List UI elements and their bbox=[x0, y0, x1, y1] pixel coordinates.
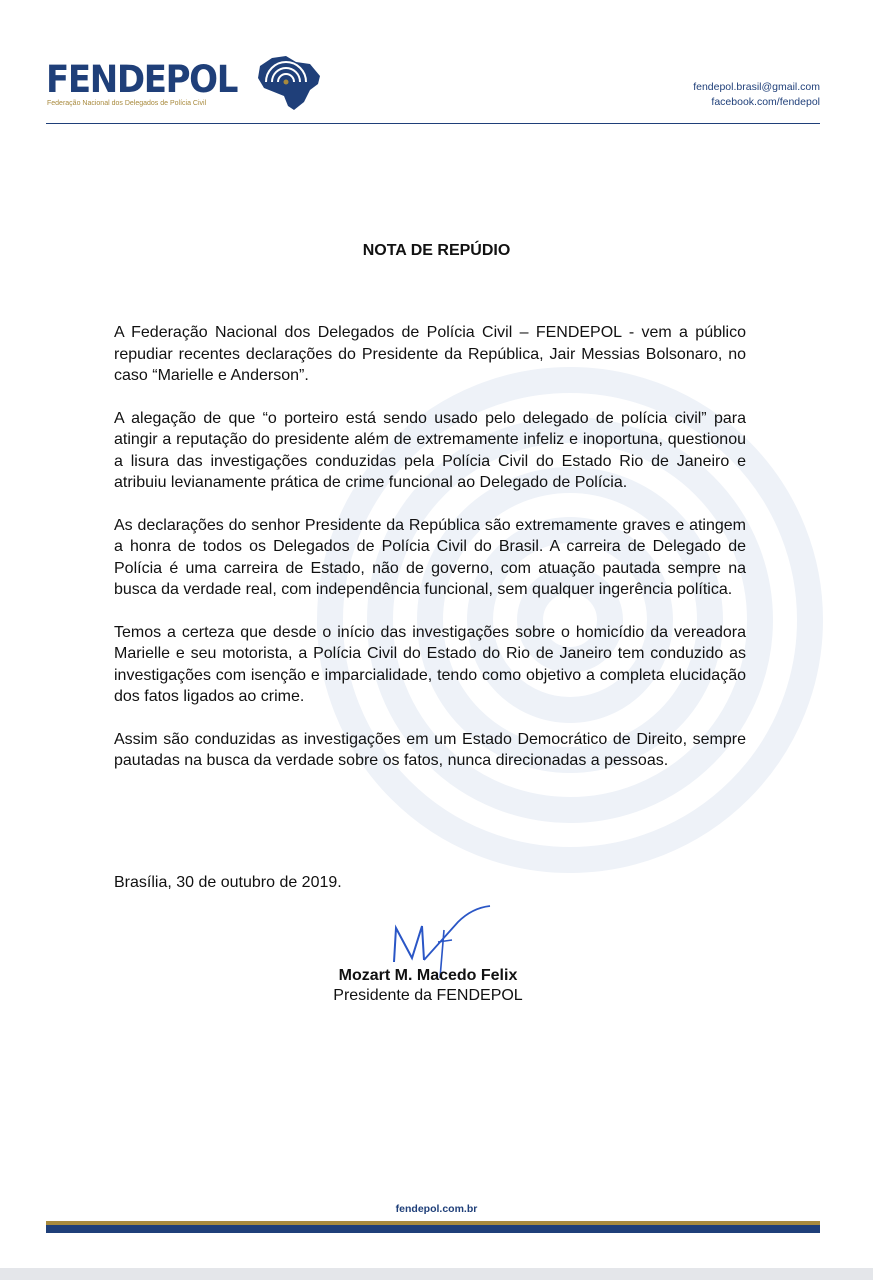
paragraph-2: A alegação de que “o porteiro está sendo usado pelo delegado de polícia civil” para atingir a reputação do presidente além de extremamente infeliz e inoportuna, questionou a lisura das investigações conduzidas pela Polícia Civil do Estado Rio de Janeiro e atribuiu levianamente prática de crime funcional ao Delegado de Polícia. bbox=[114, 409, 746, 491]
brazil-map-icon bbox=[252, 52, 324, 114]
footer-website[interactable]: fendepol.com.br bbox=[395, 1203, 478, 1215]
signer-title: Presidente da FENDEPOL bbox=[333, 987, 523, 1004]
email-link[interactable]: fendepol.brasil@gmail.com bbox=[693, 81, 820, 93]
paragraph-3: As declarações do senhor Presidente da República são extremamente graves e atingem a honra de todos os Delegados de Polícia Civil do Brasil. A carreira de Delegado de Polícia é uma carreira de Estado, não de governo, com atuação pautada sempre na busca da verdade real, com independência funcional, sem qualquer ingerência política. bbox=[114, 516, 746, 598]
document-body bbox=[114, 322, 746, 793]
header-divider bbox=[46, 123, 820, 124]
paragraph-1: A Federação Nacional dos Delegados de Polícia Civil – FENDEPOL - vem a público repudiar recentes declarações do Presidente da República, Jair Messias Bolsonaro, no caso “Marielle e Anderson”. bbox=[114, 324, 746, 384]
document-title: NOTA DE REPÚDIO bbox=[362, 242, 511, 259]
page-bottom-edge bbox=[0, 1268, 873, 1280]
logo-wordmark: FENDEPOL bbox=[46, 58, 238, 101]
facebook-link[interactable]: facebook.com/fendepol bbox=[711, 96, 820, 108]
logo-subtitle: Federação Nacional dos Delegados de Polícia Civil bbox=[47, 100, 207, 107]
paragraph-4: Temos a certeza que desde o início das investigações sobre o homicídio da vereadora Marielle e seu motorista, a Polícia Civil do Estado do Rio de Janeiro tem conduzido as investigações com isenção e imparcialidade, tendo como objetivo a completa elucidação dos fatos ligados ao crime. bbox=[114, 623, 746, 705]
paragraph-5: Assim são conduzidas as investigações em um Estado Democrático de Direito, sempre pautadas na busca da verdade sobre os fatos, nunca direcionadas a pessoas. bbox=[114, 730, 746, 769]
fendepol-logo bbox=[46, 52, 346, 114]
date-line: Brasília, 30 de outubro de 2019. bbox=[114, 874, 342, 891]
signer-name: Mozart M. Macedo Felix bbox=[338, 967, 518, 984]
contact-info bbox=[693, 80, 820, 110]
letterhead bbox=[46, 52, 820, 124]
footer-navy-bar bbox=[46, 1225, 820, 1233]
signature-block bbox=[0, 966, 856, 1006]
